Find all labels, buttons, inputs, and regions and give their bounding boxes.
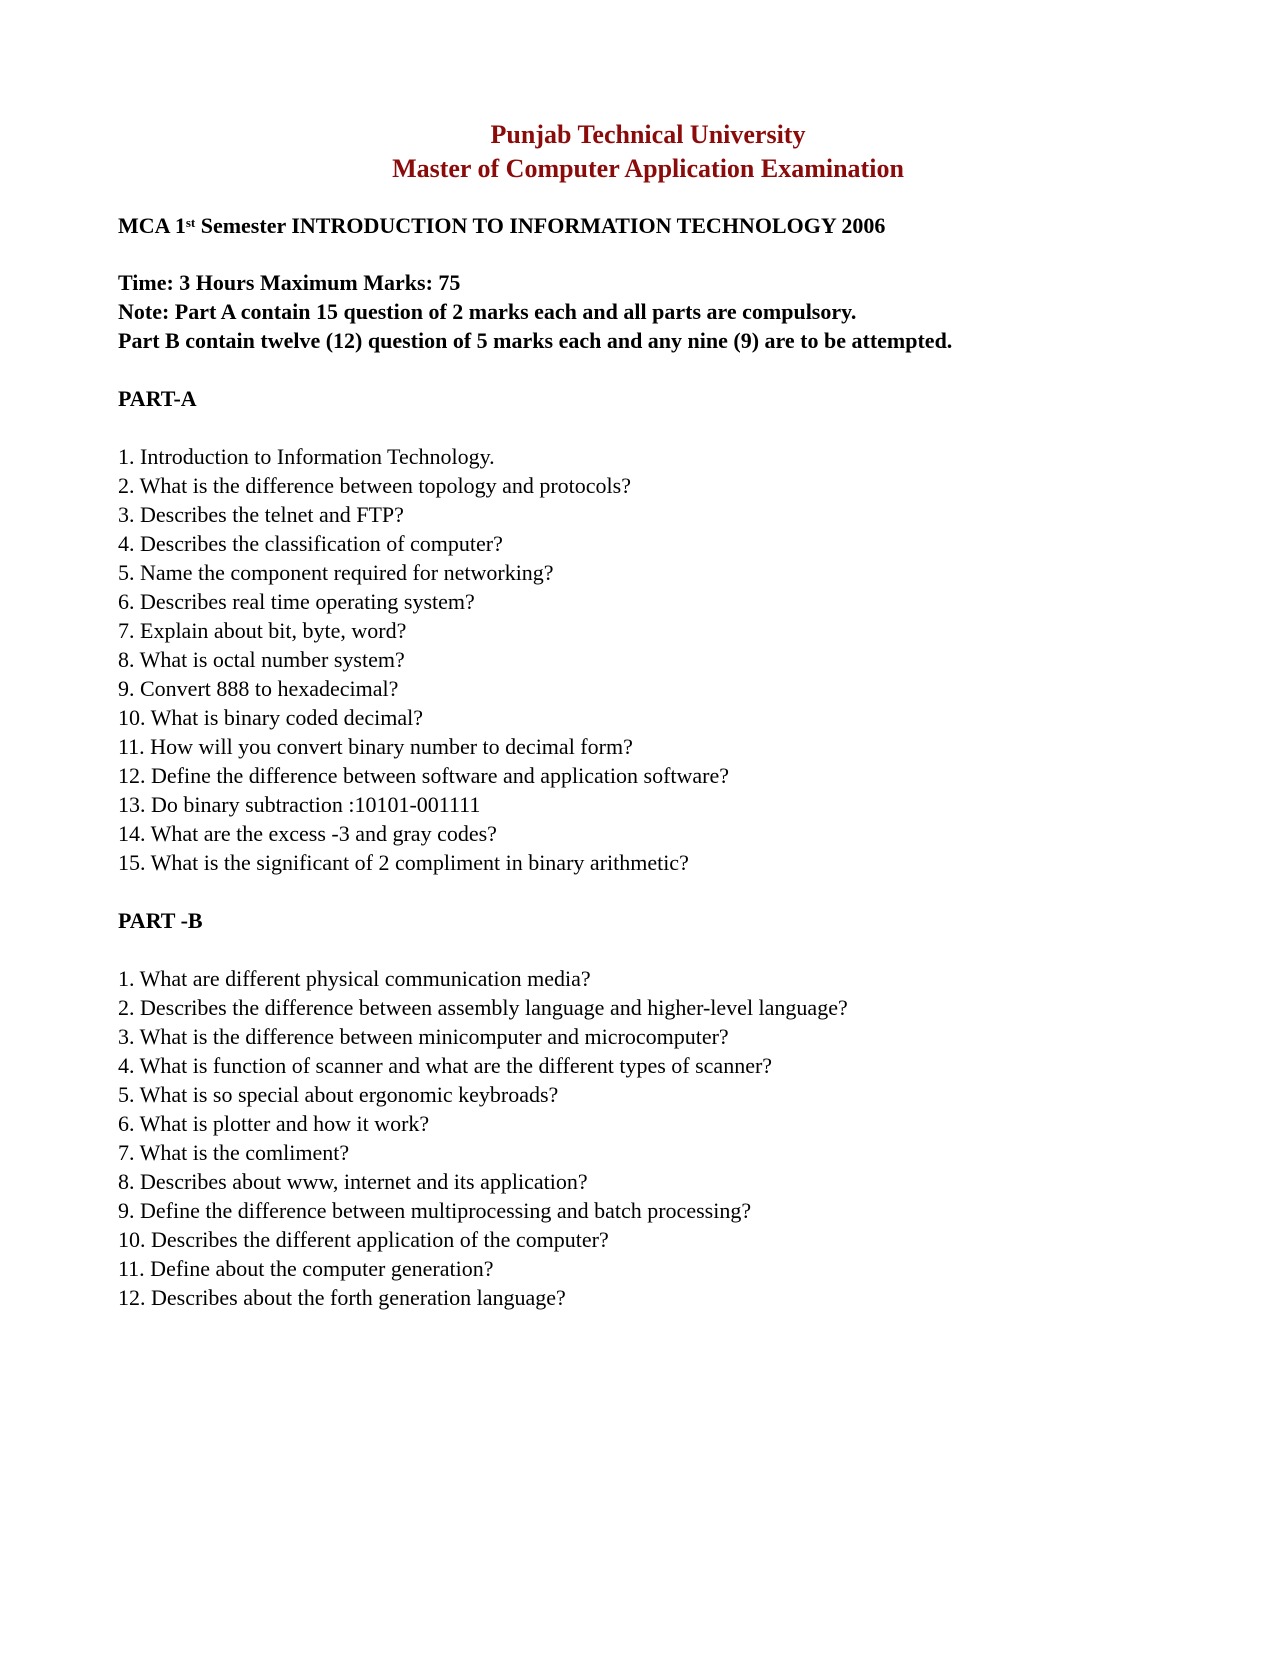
question-item: 5. What is so special about ergonomic keybroads? xyxy=(118,1082,559,1107)
question-item: 3. What is the difference between minicomputer and microcomputer? xyxy=(118,1024,729,1049)
question-item: 6. What is plotter and how it work? xyxy=(118,1111,430,1136)
question-item: 10. Describes the different application of the computer? xyxy=(118,1227,609,1252)
exam-title: Master of Computer Application Examination xyxy=(392,154,904,183)
question-item: 4. What is function of scanner and what are the different types of scanner? xyxy=(118,1053,773,1078)
university-title: Punjab Technical University xyxy=(490,120,806,149)
question-item: 7. What is the comliment? xyxy=(118,1140,350,1165)
question-item: 8. Describes about www, internet and its application? xyxy=(118,1169,588,1194)
question-item: 12. Describes about the forth generation language? xyxy=(118,1285,566,1310)
part-a-questions xyxy=(118,442,1178,877)
question-item: 6. Describes real time operating system? xyxy=(118,589,475,614)
question-item: 12. Define the difference between software and application software? xyxy=(118,763,730,788)
part-b-note-line: Part B contain twelve (12) question of 5 marks each and any nine (9) are to be attempted. xyxy=(118,328,953,353)
part-b-heading: PART -B xyxy=(118,908,203,933)
question-item: 8. What is octal number system? xyxy=(118,647,405,672)
subject-line xyxy=(118,212,1178,240)
question-item: 1. What are different physical communication media? xyxy=(118,966,591,991)
question-item: 15. What is the significant of 2 compliment in binary arithmetic? xyxy=(118,850,689,875)
part-a-note-line: Note: Part A contain 15 question of 2 marks each and all parts are compulsory. xyxy=(118,299,857,324)
question-item: 13. Do binary subtraction :10101-001111 xyxy=(118,792,481,817)
part-b-questions xyxy=(118,964,1178,1312)
question-item: 11. Define about the computer generation? xyxy=(118,1256,494,1281)
subject-prefix: MCA 1 xyxy=(118,213,186,238)
question-item: 7. Explain about bit, byte, word? xyxy=(118,618,407,643)
question-item: 1. Introduction to Information Technology. xyxy=(118,444,495,469)
question-item: 2. Describes the difference between assembly language and higher-level language? xyxy=(118,995,848,1020)
question-item: 11. How will you convert binary number to decimal form? xyxy=(118,734,633,759)
question-item: 3. Describes the telnet and FTP? xyxy=(118,502,404,527)
question-item: 9. Define the difference between multiprocessing and batch processing? xyxy=(118,1198,752,1223)
question-item: 14. What are the excess -3 and gray codes? xyxy=(118,821,497,846)
subject-rest: Semester INTRODUCTION TO INFORMATION TECHNOLOGY 2006 xyxy=(195,213,886,238)
question-item: 4. Describes the classification of computer? xyxy=(118,531,503,556)
question-item: 5. Name the component required for networking? xyxy=(118,560,554,585)
exam-info xyxy=(118,268,1178,355)
time-marks-line: Time: 3 Hours Maximum Marks: 75 xyxy=(118,270,461,295)
exam-paper xyxy=(118,118,1178,1312)
question-item: 9. Convert 888 to hexadecimal? xyxy=(118,676,399,701)
question-item: 10. What is binary coded decimal? xyxy=(118,705,424,730)
part-a-heading: PART-A xyxy=(118,386,197,411)
question-item: 2. What is the difference between topology and protocols? xyxy=(118,473,631,498)
subject-superscript: st xyxy=(185,215,196,230)
